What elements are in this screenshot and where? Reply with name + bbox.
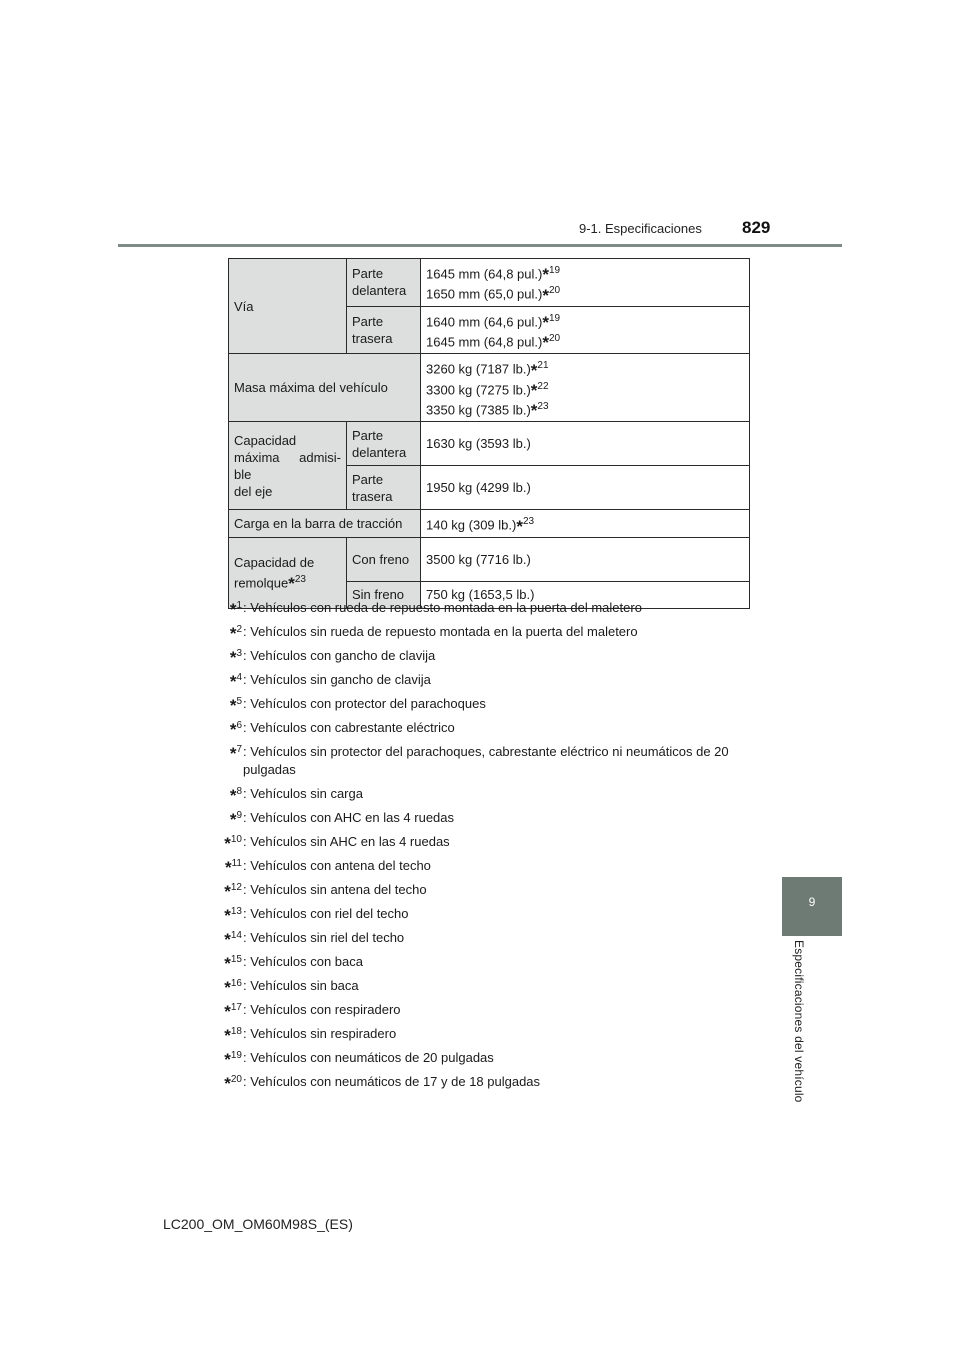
footnote-text: : Vehículos sin baca <box>243 978 359 993</box>
footnote-item <box>200 623 760 641</box>
footnote-text: : Vehículos con riel del techo <box>243 906 409 921</box>
footnote-text: : Vehículos con respiradero <box>243 1002 401 1017</box>
footnote-marker: *$^8$ <box>229 786 242 805</box>
footnote-item <box>200 719 760 737</box>
value-cell: 1950 kg (4299 lb.) <box>421 466 750 510</box>
footnote-marker: *$^2$ <box>229 624 242 643</box>
value-cell: 1630 kg (3593 lb.) <box>421 422 750 466</box>
section-title: 9-1. Especificaciones <box>579 221 702 236</box>
row-label: Carga en la barra de tracción <box>229 510 421 537</box>
row-label: Capacidad de remolque*$^{23}$ <box>229 537 347 608</box>
footnote-item <box>200 1025 760 1043</box>
footnote-marker: *$^4$ <box>229 672 242 691</box>
value-cell: 3500 kg (7716 lb.) <box>421 537 750 581</box>
footnote-item <box>200 671 760 689</box>
sub-label: Parte delantera <box>347 422 421 466</box>
footnote-item <box>200 929 760 947</box>
footnote-text: : Vehículos sin riel del techo <box>243 930 405 945</box>
footnote-marker: *$^{11}$ <box>224 858 242 877</box>
footnote-marker: *$^5$ <box>229 696 242 715</box>
footnote-text: : Vehículos sin carga <box>243 786 363 801</box>
footnote-item <box>200 785 760 803</box>
footnote-text: : Vehículos sin protector del parachoques, cabrestante eléctrico ni neumáticos de 20 pulgadas <box>243 744 729 777</box>
footnote-text: : Vehículos con rueda de repuesto montada en la puerta del maletero <box>243 600 642 615</box>
footnote-text: : Vehículos sin gancho de clavija <box>243 672 431 687</box>
sub-label: Parte trasera <box>347 466 421 510</box>
document-code: LC200_OM_OM60M98S_(ES) <box>163 1216 353 1232</box>
row-label: Masa máxima del vehículo <box>229 354 421 422</box>
footnote-text: : Vehículos con AHC en las 4 ruedas <box>243 810 455 825</box>
footnote-marker: *$^{15}$ <box>224 954 242 973</box>
table-row <box>229 354 750 422</box>
footnote-item <box>200 647 760 665</box>
footnote-item <box>200 905 760 923</box>
footnote-text: : Vehículos sin AHC en las 4 ruedas <box>243 834 450 849</box>
table-row <box>229 510 750 537</box>
footnote-text: : Vehículos sin rueda de repuesto montada en la puerta del maletero <box>243 624 638 639</box>
table-row <box>229 422 750 466</box>
value-cell: 750 kg (1653,5 lb.) <box>421 581 750 608</box>
chapter-tab-label: Especificaciones del vehículo <box>792 940 806 1103</box>
footnote-text: : Vehículos sin respiradero <box>243 1026 397 1041</box>
footnote-text: : Vehículos con antena del techo <box>243 858 431 873</box>
header-divider <box>118 244 842 247</box>
footnote-text: : Vehículos con neumáticos de 17 y de 18 pulgadas <box>243 1074 541 1089</box>
footnote-marker: *$^3$ <box>229 648 242 667</box>
footnote-marker: *$^1$ <box>229 600 242 619</box>
sub-label: Con freno <box>347 537 421 581</box>
footnote-marker: *$^{14}$ <box>224 930 242 949</box>
footnote-text: : Vehículos con gancho de clavija <box>243 648 436 663</box>
chapter-tab[interactable]: 9 <box>782 877 842 936</box>
sub-label: Parte trasera <box>347 306 421 354</box>
sub-label: Sin freno <box>347 581 421 608</box>
footnote-text: : Vehículos con neumáticos de 20 pulgadas <box>243 1050 494 1065</box>
footnote-item <box>200 953 760 971</box>
value-cell: 1645 mm (64,8 pul.)*$^{19}$ 1650 mm (65,0 pul.)*$^{20}$ <box>421 259 750 307</box>
footnotes-list <box>200 599 760 1097</box>
footnote-marker: *$^{19}$ <box>224 1050 242 1069</box>
sub-label: Parte delantera <box>347 259 421 307</box>
value-cell: 1640 mm (64,6 pul.)*$^{19}$ 1645 mm (64,8 pul.)*$^{20}$ <box>421 306 750 354</box>
footnote-item <box>200 1049 760 1067</box>
footnote-marker: *$^7$ <box>229 744 242 763</box>
footnote-item <box>200 833 760 851</box>
footnote-marker: *$^{16}$ <box>224 978 242 997</box>
table-row <box>229 537 750 581</box>
footnote-marker: *$^{18}$ <box>224 1026 242 1045</box>
footnote-text: : Vehículos con protector del parachoques <box>243 696 486 711</box>
value-cell: 140 kg (309 lb.)*$^{23}$ <box>421 510 750 537</box>
footnote-item <box>200 857 760 875</box>
page-number: 829 <box>742 218 771 237</box>
footnote-text: : Vehículos con baca <box>243 954 363 969</box>
footnote-item <box>200 977 760 995</box>
footnote-text: : Vehículos con cabrestante eléctrico <box>243 720 455 735</box>
footnote-marker: *$^{10}$ <box>224 834 242 853</box>
table-row <box>229 259 750 307</box>
row-label: Vía <box>229 259 347 354</box>
row-label: Capacidad máxima admisi- ble del eje <box>229 422 347 510</box>
value-cell: 3260 kg (7187 lb.)*$^{21}$ 3300 kg (7275 lb.)*$^{22}$ 3350 kg (7385 lb.)*$^{23}$ <box>421 354 750 422</box>
specifications-table <box>228 258 750 609</box>
footnote-marker: *$^{13}$ <box>224 906 242 925</box>
footnote-marker: *$^9$ <box>229 810 242 829</box>
footnote-item <box>200 1073 760 1091</box>
footnote-marker: *$^{12}$ <box>224 882 242 901</box>
footnote-item <box>200 881 760 899</box>
footnote-item <box>200 599 760 617</box>
footnote-item <box>200 809 760 827</box>
footnote-marker: *$^{17}$ <box>224 1002 242 1021</box>
footnote-marker: *$^6$ <box>229 720 242 739</box>
footnote-item <box>200 743 760 779</box>
footnote-marker: *$^{20}$ <box>224 1074 242 1093</box>
footnote-text: : Vehículos sin antena del techo <box>243 882 427 897</box>
footnote-item <box>200 695 760 713</box>
footnote-item <box>200 1001 760 1019</box>
